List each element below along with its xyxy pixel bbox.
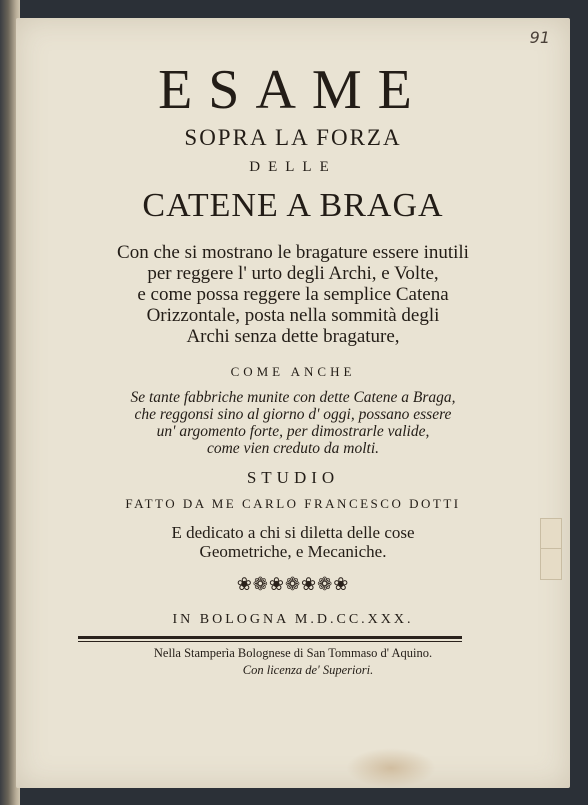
italic-line: Se tante fabbriche munite con dette Catene a Braga,: [130, 389, 456, 406]
italic-line: come vien creduto da molti.: [206, 440, 380, 457]
title-line-4: CATENE A BRAGA: [142, 187, 444, 224]
italic-line: un' argomento forte, per dimostrarle valide,: [156, 423, 430, 440]
double-rule-thick: [78, 636, 462, 639]
body-line: e come possa reggere la semplice Catena: [137, 284, 449, 305]
title-line-3: DELLE: [249, 159, 337, 175]
printers-ornament-icon: ❀❁❀❁❀❁❀: [236, 574, 350, 595]
title-page: [16, 18, 570, 788]
double-rule-thin: [78, 641, 462, 642]
studio-heading: STUDIO: [246, 468, 340, 487]
paper-stain: [346, 748, 436, 788]
dedication-line: E dedicato a chi si diletta delle cose: [171, 523, 415, 542]
author-line: FATTO DA ME CARLO FRANCESCO DOTTI: [125, 496, 461, 511]
come-anche-heading: COME ANCHE: [230, 364, 356, 379]
title-main: ESAME: [158, 59, 428, 121]
license-line: Con licenza de' Superiori.: [242, 663, 374, 677]
imprint-line: IN BOLOGNA M.D.CC.XXX.: [172, 612, 414, 627]
body-line: Archi senza dette bragature,: [186, 326, 400, 347]
printer-line: Nella Stamperìa Bolognese di San Tommaso d' Aquino.: [153, 646, 433, 660]
italic-line: che reggonsi sino al giorno d' oggi, possano essere: [134, 406, 452, 423]
body-line: per reggere l' urto degli Archi, e Volte,: [147, 263, 439, 284]
body-line: Orizzontale, posta nella sommità degli: [146, 305, 440, 326]
body-line: Con che si mostrano le bragature essere inutili: [117, 242, 469, 263]
dedication-line: Geometriche, e Mecaniche.: [199, 542, 387, 561]
title-line-2: SOPRA LA FORZA: [184, 125, 402, 150]
folio-number: 91: [529, 28, 550, 47]
